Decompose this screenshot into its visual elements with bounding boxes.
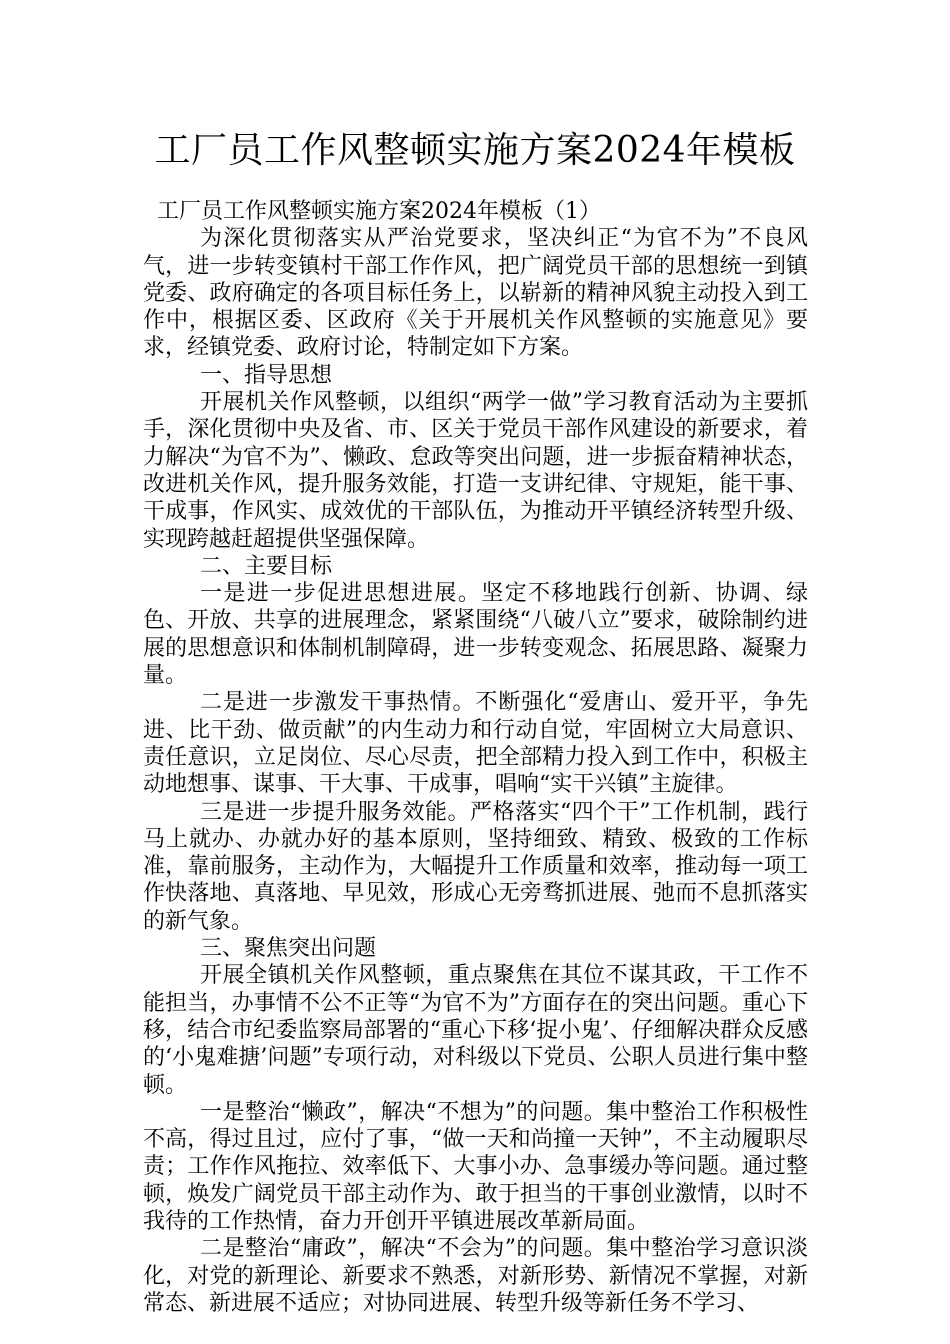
paragraph-issue-1: 一是整治“懒政”，解决“不想为”的问题。集中整治工作积极性不高，得过且过，应付了事，“做一天和尚撞一天钟”，不主动履职尽责；工作作风拖拉、效率低下、大事小办、急事缓办等问题。通过整顿，焕发广阔党员干部主动作为、敢于担当的干事创业激情，以时不我待的工作热情，奋力开创开平镇进展改革新局面。 xyxy=(143,1099,808,1234)
section-heading-focus-issues: 三、聚焦突出问题 xyxy=(200,936,377,962)
paragraph-issue-2: 二是整治“庸政”，解决“不会为”的问题。集中整治学习意识淡化，对党的新理论、新要求不熟悉，对新形势、新情况不掌握，对新常态、新进展不适应；对协同进展、转型升级等新任务不学习、 xyxy=(143,1236,808,1316)
paragraph-intro: 为深化贯彻落实从严治党要求，坚决纠正“为官不为”不良风气，进一步转变镇村干部工作作风，把广阔党员干部的思想统一到镇党委、政府确定的各项目标任务上，以崭新的精神风貌主动投入到工作中，根据区委、区政府《关于开展机关作风整顿的实施意见》要求，经镇党委、政府讨论，特制定如下方案。 xyxy=(143,226,808,361)
paragraph-goal-1: 一是进一步促进思想进展。坚定不移地践行创新、协调、绿色、开放、共享的进展理念，紧紧围绕“八破八立”要求，破除制约进展的思想意识和体制机制障碍，进一步转变观念、拓展思路、凝聚力量。 xyxy=(143,581,808,689)
document-body xyxy=(143,198,808,1317)
paragraph-guiding-thought: 开展机关作风整顿，以组织“两学一做”学习教育活动为主要抓手，深化贯彻中央及省、市、区关于党员干部作风建设的新要求，着力解决“为官不为”、懒政、怠政等突出问题，进一步振奋精神状态，改进机关作风，提升服务效能，打造一支讲纪律、守规矩，能干事、干成事，作风实、成效优的干部队伍，为推动开平镇经济转型升级、实现跨越赶超提供坚强保障。 xyxy=(143,390,808,552)
document-title: 工厂员工作风整顿实施方案2024年模板 xyxy=(154,130,796,171)
section-heading-guiding-thought: 一、指导思想 xyxy=(200,362,333,388)
paragraph-goal-2: 二是进一步激发干事热情。不断强化“爱唐山、爱开平，争先进、比干劲、做贡献”的内生动力和行动自觉，牢固树立大局意识、责任意识，立足岗位、尽心尽责，把全部精力投入到工作中，积极主动地想事、谋事、干大事、干成事，唱响“实干兴镇”主旋律。 xyxy=(143,690,808,798)
paragraph-focus-issues: 开展全镇机关作风整顿，重点聚焦在其位不谋其政，干工作不能担当，办事情不公不正等“为官不为”方面存在的突出问题。重心下移，结合市纪委监察局部署的“重心下移‘捉小鬼’、仔细解决群众反感的‘小鬼难搪’问题”专项行动，对科级以下党员、公职人员进行集中整顿。 xyxy=(143,963,808,1098)
document-subtitle: 工厂员工作风整顿实施方案2024年模板（1） xyxy=(157,199,601,224)
paragraph-goal-3: 三是进一步提升服务效能。严格落实“四个干”工作机制，践行马上就办、办就办好的基本原则，坚持细致、精致、极致的工作标准，靠前服务，主动作为，大幅提升工作质量和效率，推动每一项工作快落地、真落地、早见效，形成心无旁骛抓进展、弛而不息抓落实的新气象。 xyxy=(143,799,808,934)
section-heading-main-goals: 二、主要目标 xyxy=(200,553,333,579)
